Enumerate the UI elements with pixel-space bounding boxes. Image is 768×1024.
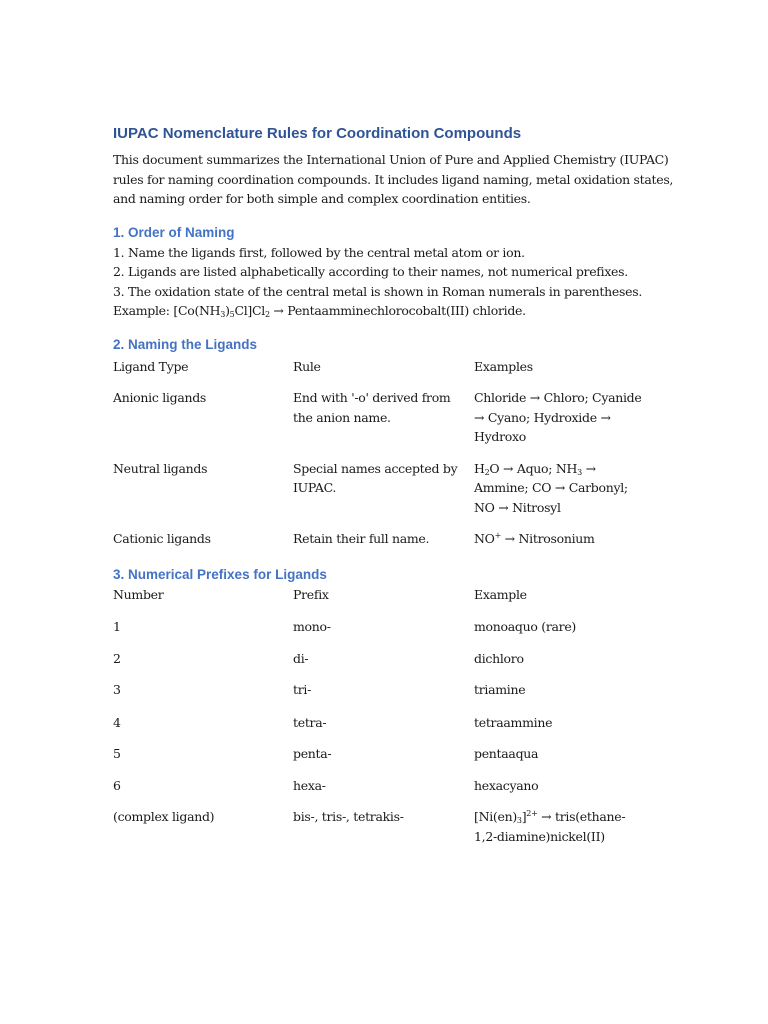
example-line: Hydroxo — [474, 429, 526, 444]
formula-part: Cl]Cl — [234, 303, 265, 318]
formula-part: [Co(NH — [173, 303, 221, 318]
table-row — [113, 388, 673, 459]
example-result: → Pentaamminechlorocobalt(III) chloride. — [269, 303, 526, 318]
formula-sub: 3 — [516, 816, 522, 825]
rule-line: Retain their full name. — [293, 531, 430, 546]
rule-line: IUPAC. — [293, 480, 337, 495]
rule-line: End with '-o' derived from — [293, 390, 451, 405]
formula-part: NO — [474, 531, 495, 546]
prefix-example — [474, 807, 673, 846]
prefix-number: 6 — [113, 777, 121, 793]
example-label: Example: — [113, 303, 174, 318]
formula-sup: 2+ — [526, 809, 538, 818]
formula-part: [Ni(en) — [474, 809, 517, 824]
formula-sub: 3 — [220, 310, 226, 319]
table-row — [113, 713, 673, 745]
prefix-example: monoaquo (rare) — [474, 619, 577, 634]
prefix-number: 4 — [113, 714, 121, 730]
table-header-row — [113, 585, 673, 618]
prefix-number: 1 — [113, 619, 121, 634]
column-header: Examples — [474, 358, 533, 374]
formula-part: ) — [225, 303, 230, 318]
prefix-example: tetraammine — [474, 714, 553, 730]
section-heading-prefixes: 3. Numerical Prefixes for Ligands — [113, 566, 327, 582]
column-header: Number — [113, 586, 164, 602]
document-page — [113, 124, 673, 846]
prefix-example: hexacyano — [474, 777, 539, 793]
example-line: Ammine; CO → Carbonyl; — [474, 480, 628, 495]
intro-paragraph — [113, 150, 673, 209]
formula-part: O → Aquo; NH — [489, 460, 578, 476]
order-example — [113, 301, 673, 321]
order-item: 1. Name the ligands first, followed by the central metal atom or ion. — [113, 244, 525, 260]
example-line: 1,2-diamine)nickel(II) — [474, 828, 605, 844]
example-line — [474, 529, 673, 549]
ligand-rule — [293, 529, 474, 549]
formula-part: → Nitrosonium — [501, 531, 595, 546]
intro-line: This document summarizes the International Union of Pure and Applied Chemistry (IUPAC) — [113, 152, 669, 167]
prefix-number: (complex ligand) — [113, 809, 215, 824]
prefix-number: 2 — [113, 650, 121, 666]
prefix-name: tetra- — [293, 714, 327, 730]
prefix-name: bis-, tris-, tetrakis- — [293, 809, 404, 824]
table-row — [113, 459, 673, 530]
prefix-name: di- — [293, 650, 309, 666]
prefix-example: dichloro — [474, 650, 524, 666]
order-item: 3. The oxidation state of the central metal is shown in Roman numerals in parentheses. — [113, 283, 643, 299]
table-row — [113, 617, 673, 649]
formula-part: ] — [521, 809, 527, 824]
column-header: Example — [474, 586, 527, 602]
order-item: 2. Ligands are listed alphabetically according to their names, not numerical prefixes. — [113, 264, 628, 279]
table-row — [113, 680, 673, 713]
table-row — [113, 744, 673, 776]
example-line — [474, 807, 673, 827]
formula-part: → tris(ethane- — [537, 809, 626, 824]
formula-sub: 3 — [577, 467, 582, 477]
formula-sub: 5 — [229, 310, 235, 319]
table-row — [113, 529, 673, 549]
ligand-examples — [474, 529, 673, 549]
ligand-rule — [293, 388, 474, 459]
example-line — [474, 459, 673, 479]
table-row — [113, 807, 673, 846]
ligand-rule — [293, 459, 474, 530]
column-header: Prefix — [293, 586, 329, 602]
prefix-name: tri- — [293, 682, 312, 697]
table-header-row — [113, 357, 673, 389]
example-line: → Cyano; Hydroxide → — [474, 409, 611, 425]
ligand-type: Cationic ligands — [113, 531, 211, 546]
section-heading-order: 1. Order of Naming — [113, 224, 235, 240]
table-row — [113, 776, 673, 808]
column-header: Rule — [293, 358, 321, 374]
example-line: Chloride → Chloro; Cyanide — [474, 390, 642, 405]
prefix-name: penta- — [293, 746, 332, 761]
formula-sub: 2 — [484, 467, 490, 477]
ligand-table — [113, 357, 673, 549]
prefix-number: 5 — [113, 746, 121, 761]
rule-line: the anion name. — [293, 409, 391, 425]
formula-sub: 2 — [264, 310, 270, 319]
ligand-examples — [474, 388, 673, 459]
prefix-example: triamine — [474, 682, 526, 697]
prefix-example: pentaaqua — [474, 746, 539, 761]
formula-part: → — [581, 460, 596, 476]
ligand-type: Neutral ligands — [113, 460, 208, 476]
column-header: Ligand Type — [113, 358, 189, 374]
document-title: IUPAC Nomenclature Rules for Coordination Compounds — [113, 125, 522, 142]
intro-line: rules for naming coordination compounds. It includes ligand naming, metal oxidation states, — [113, 171, 674, 187]
ligand-type: Anionic ligands — [113, 390, 207, 405]
order-list — [113, 243, 673, 321]
prefix-table — [113, 585, 673, 847]
formula-part: H — [474, 460, 485, 476]
intro-line: and naming order for both simple and complex coordination entities. — [113, 191, 531, 206]
rule-line: Special names accepted by — [293, 460, 458, 476]
ligand-examples — [474, 459, 673, 530]
table-row — [113, 649, 673, 681]
prefix-number: 3 — [113, 682, 121, 697]
formula-sup: + — [494, 531, 501, 540]
prefix-name: hexa- — [293, 777, 326, 793]
example-line: NO → Nitrosyl — [474, 499, 561, 515]
section-heading-ligands: 2. Naming the Ligands — [113, 336, 258, 352]
prefix-name: mono- — [293, 619, 331, 634]
